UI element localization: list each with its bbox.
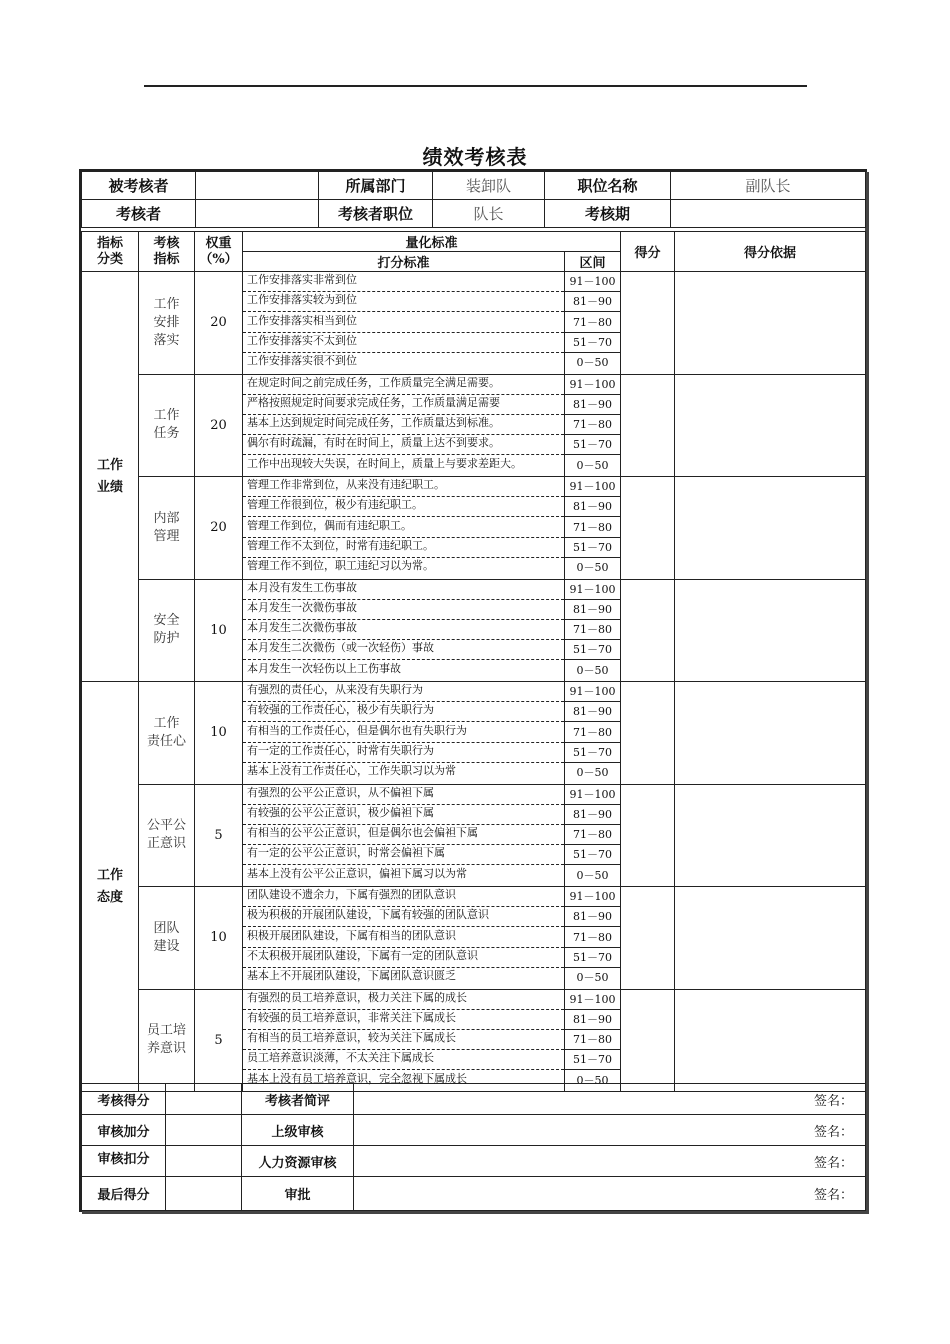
indicator-name — [139, 682, 195, 785]
bonus-label: 审核加分 — [82, 1115, 166, 1146]
standard-line: 有较强的工作责任心，极少有失职行为 — [243, 702, 564, 722]
indicator-name-line: 责任心 — [146, 733, 186, 749]
standard-line: 管理工作不太到位，时常有违纪职工。 — [243, 538, 564, 558]
indicator-weight: 10 — [195, 887, 243, 990]
range-label: 91－100 — [565, 990, 620, 1010]
range-label: 71－80 — [565, 825, 620, 845]
category-label-line: 工作 — [96, 867, 123, 883]
indicator-name-line: 工作 — [153, 296, 180, 312]
indicator-row — [82, 989, 866, 1092]
indicator-name-line: 任务 — [153, 426, 180, 442]
page-title: 绩效考核表 — [422, 145, 528, 169]
range-label: 51－70 — [565, 948, 620, 968]
range-label: 0－50 — [576, 561, 609, 575]
ranges-cell — [565, 784, 621, 887]
standard-line: 本月发生一次微伤事故 — [243, 600, 564, 620]
final-score-label: 最后得分 — [82, 1177, 166, 1211]
indicator-name-line: 管理 — [153, 528, 180, 544]
position-label: 职位名称 — [545, 172, 671, 200]
range-label: 81－90 — [565, 395, 620, 415]
standard-line: 严格按照规定时间要求完成任务，工作质量满足需要 — [243, 395, 564, 415]
standard-line: 有一定的工作责任心，时常有失职行为 — [243, 743, 564, 763]
total-score-field[interactable] — [166, 1084, 242, 1115]
standard-line: 有强烈的责任心，从来没有失职行为 — [243, 682, 564, 702]
indicator-name — [139, 579, 195, 682]
col-indicator-line2: 指标 — [153, 251, 180, 267]
assessor-comment-label: 考核者简评 — [242, 1084, 354, 1115]
standard-line: 有相当的公平公正意识，但是偶尔也会偏袒下属 — [243, 825, 564, 845]
col-category-header — [82, 232, 139, 272]
score-field[interactable] — [621, 682, 675, 785]
range-label: 0－50 — [576, 868, 609, 882]
standard-line: 极为积极的开展团队建设，下属有较强的团队意识 — [243, 907, 564, 927]
indicator-name-line: 落实 — [153, 332, 180, 348]
assessee-field[interactable] — [196, 172, 319, 200]
col-category-line2: 分类 — [96, 251, 123, 267]
range-label: 71－80 — [565, 723, 620, 743]
standard-line: 工作中出现较大失误，在时间上，质量上与要求差距大。 — [247, 456, 522, 470]
assessor-position-value[interactable]: 队长 — [433, 200, 545, 228]
range-label: 81－90 — [565, 497, 620, 517]
range-label: 0－50 — [576, 356, 609, 370]
standard-line: 本月发生二次微伤（或一次轻伤）事故 — [243, 640, 564, 660]
indicator-weight: 5 — [195, 784, 243, 887]
standard-line: 不太积极开展团队建设，下属有一定的团队意识 — [243, 948, 564, 968]
standards-cell — [243, 784, 565, 887]
range-label: 0－50 — [576, 458, 609, 472]
range-label: 51－70 — [565, 333, 620, 353]
indicator-row — [82, 477, 866, 580]
ranges-cell — [565, 887, 621, 990]
period-label: 考核期 — [545, 200, 671, 228]
department-value[interactable]: 装卸队 — [433, 172, 545, 200]
range-label: 51－70 — [565, 435, 620, 455]
range-label: 71－80 — [565, 620, 620, 640]
indicator-name-line: 公平公 — [146, 818, 186, 834]
indicator-weight: 20 — [195, 477, 243, 580]
indicator-name-line: 员工培 — [146, 1023, 186, 1039]
approval-label: 审批 — [242, 1177, 354, 1211]
category-label-line: 工作 — [96, 457, 123, 473]
score-basis-field[interactable] — [675, 682, 866, 785]
indicator-name-line: 安排 — [153, 314, 180, 330]
approval-signature[interactable]: 签名： — [354, 1177, 866, 1211]
range-label: 91－100 — [565, 785, 620, 805]
assessment-table — [81, 231, 866, 1092]
col-standard-header: 打分标准 — [243, 252, 565, 272]
score-basis-field[interactable] — [675, 784, 866, 887]
range-label: 71－80 — [565, 415, 620, 435]
range-label: 91－100 — [565, 272, 620, 292]
indicator-row — [82, 784, 866, 887]
standard-line: 有一定的公平公正意识，时常会偏袒下属 — [243, 845, 564, 865]
indicator-name-line: 建设 — [153, 938, 180, 954]
indicator-name-line: 工作 — [153, 408, 180, 424]
col-weight-header — [195, 232, 243, 272]
standard-line: 基本上没有员工培养意识，完全忽视下属成长 — [247, 1071, 467, 1085]
indicator-name-line: 正意识 — [146, 836, 186, 852]
range-label: 51－70 — [565, 1050, 620, 1070]
standard-line: 基本上没有工作责任心，工作失职习以为常 — [247, 764, 456, 778]
standards-cell — [243, 989, 565, 1092]
standard-line: 管理工作很到位，极少有违纪职工。 — [243, 497, 564, 517]
ranges-cell — [565, 579, 621, 682]
standard-line: 管理工作到位，偶而有违纪职工。 — [243, 518, 564, 538]
header-table — [81, 171, 866, 228]
standard-line: 有强烈的公平公正意识，从不偏袒下属 — [243, 785, 564, 805]
indicator-row — [82, 887, 866, 990]
assessor-label: 考核者 — [82, 200, 196, 228]
range-label: 0－50 — [576, 1073, 609, 1087]
deduction-label: 审核扣分 — [82, 1146, 166, 1177]
indicator-name-line: 工作 — [153, 715, 180, 731]
ranges-cell — [565, 989, 621, 1092]
score-field[interactable] — [621, 374, 675, 477]
indicator-name-line: 养意识 — [146, 1041, 186, 1057]
standard-line: 偶尔有时疏漏，有时在时间上，质量上达不到要求。 — [243, 435, 564, 455]
standard-line: 团队建设不遗余力，下属有强烈的团队意识 — [243, 887, 564, 907]
range-label: 91－100 — [565, 887, 620, 907]
range-label: 71－80 — [565, 313, 620, 333]
col-quant-header: 量化标准 — [243, 232, 621, 252]
standard-line: 有相当的员工培养意识，较为关注下属成长 — [243, 1030, 564, 1050]
standard-line: 有较强的公平公正意识，极少偏袒下属 — [243, 805, 564, 825]
standard-line: 工作安排落实较为到位 — [243, 292, 564, 312]
range-label: 51－70 — [565, 538, 620, 558]
ranges-cell — [565, 477, 621, 580]
top-rule — [144, 85, 807, 87]
standards-cell — [243, 579, 565, 682]
standard-line: 员工培养意识淡薄，不太关注下属成长 — [243, 1050, 564, 1070]
standard-line: 基本上不开展团队建设，下属团队意识匮乏 — [247, 969, 456, 983]
standard-line: 有较强的员工培养意识，非常关注下属成长 — [243, 1010, 564, 1030]
indicator-row — [82, 374, 866, 477]
indicator-name — [139, 477, 195, 580]
indicator-name-line: 安全 — [153, 613, 180, 629]
score-field[interactable] — [621, 579, 675, 682]
col-score-header: 得分 — [621, 232, 675, 272]
score-field[interactable] — [621, 784, 675, 887]
standard-line: 本月发生一次轻伤以上工伤事故 — [247, 661, 401, 675]
range-label: 81－90 — [565, 702, 620, 722]
range-label: 0－50 — [576, 766, 609, 780]
indicator-row — [82, 579, 866, 682]
standard-line: 管理工作不到位，职工违纪习以为常。 — [247, 559, 434, 573]
department-label: 所属部门 — [319, 172, 433, 200]
range-label: 91－100 — [565, 580, 620, 600]
standards-cell — [243, 682, 565, 785]
standard-line: 基本上没有公平公正意识，偏袒下属习以为常 — [247, 866, 467, 880]
standard-line: 有相当的工作责任心，但是偶尔也有失职行为 — [243, 723, 564, 743]
indicator-name — [139, 272, 195, 375]
period-field[interactable] — [671, 200, 866, 228]
col-weight-line1: 权重 — [205, 235, 232, 251]
range-label: 81－90 — [565, 907, 620, 927]
standard-line: 在规定时间之前完成任务，工作质量完全满足需要。 — [243, 375, 564, 395]
standard-line: 有强烈的员工培养意识，极力关注下属的成长 — [243, 990, 564, 1010]
deduction-field[interactable] — [166, 1146, 242, 1177]
indicator-name — [139, 887, 195, 990]
ranges-cell — [565, 272, 621, 375]
category-cell — [82, 682, 139, 1092]
range-label: 91－100 — [565, 682, 620, 702]
standard-line: 工作安排落实很不到位 — [247, 354, 357, 368]
position-value[interactable]: 副队长 — [671, 172, 866, 200]
col-category-line1: 指标 — [96, 235, 123, 251]
range-label: 81－90 — [565, 292, 620, 312]
indicator-name-line: 团队 — [153, 920, 180, 936]
indicator-weight: 20 — [195, 272, 243, 375]
assessee-label: 被考核者 — [82, 172, 196, 200]
indicator-name-line: 内部 — [153, 510, 180, 526]
range-label: 51－70 — [565, 845, 620, 865]
indicator-row — [82, 682, 866, 785]
standard-line: 管理工作非常到位，从来没有违纪职工。 — [243, 477, 564, 497]
range-label: 71－80 — [565, 518, 620, 538]
range-label: 71－80 — [565, 928, 620, 948]
standard-line: 工作安排落实不太到位 — [243, 333, 564, 353]
range-label: 81－90 — [565, 805, 620, 825]
indicator-name — [139, 989, 195, 1092]
range-label: 0－50 — [576, 971, 609, 985]
indicator-name — [139, 784, 195, 887]
col-basis-header: 得分依据 — [675, 232, 866, 272]
category-label-line: 态度 — [96, 889, 123, 905]
standards-cell — [243, 374, 565, 477]
ranges-cell — [565, 374, 621, 477]
indicator-weight: 10 — [195, 579, 243, 682]
bonus-field[interactable] — [166, 1115, 242, 1146]
hr-signature[interactable]: 签名： — [354, 1146, 866, 1177]
indicator-weight: 20 — [195, 374, 243, 477]
range-label: 91－100 — [565, 375, 620, 395]
footer-table — [81, 1083, 866, 1211]
assessor-field[interactable] — [196, 200, 319, 228]
score-field[interactable] — [621, 272, 675, 375]
standard-line: 本月没有发生工伤事故 — [243, 580, 564, 600]
score-field[interactable] — [621, 477, 675, 580]
range-label: 51－70 — [565, 640, 620, 660]
standard-line: 本月发生二次微伤事故 — [243, 620, 564, 640]
hr-review-label: 人力资源审核 — [242, 1146, 354, 1177]
score-basis-field[interactable] — [675, 272, 866, 375]
indicator-weight: 5 — [195, 989, 243, 1092]
standards-cell — [243, 477, 565, 580]
assessor-signature[interactable]: 签名： — [354, 1084, 866, 1115]
standard-line: 基本上达到规定时间完成任务，工作质量达到标准。 — [243, 415, 564, 435]
final-score-field[interactable] — [166, 1177, 242, 1211]
score-field[interactable] — [621, 887, 675, 990]
score-basis-field[interactable] — [675, 579, 866, 682]
assessor-position-label: 考核者职位 — [319, 200, 433, 228]
standards-cell — [243, 272, 565, 375]
indicator-name-line: 防护 — [153, 631, 180, 647]
total-score-label: 考核得分 — [82, 1084, 166, 1115]
col-indicator-header — [139, 232, 195, 272]
range-label: 91－100 — [565, 477, 620, 497]
ranges-cell — [565, 682, 621, 785]
score-basis-field[interactable] — [675, 887, 866, 990]
indicator-weight: 10 — [195, 682, 243, 785]
col-indicator-line1: 考核 — [153, 235, 180, 251]
range-label: 81－90 — [565, 1010, 620, 1030]
range-label: 81－90 — [565, 600, 620, 620]
standard-line: 积极开展团队建设，下属有相当的团队意识 — [243, 928, 564, 948]
score-basis-field[interactable] — [675, 989, 866, 1092]
range-label: 71－80 — [565, 1030, 620, 1050]
category-cell — [82, 272, 139, 682]
supervisor-review-label: 上级审核 — [242, 1115, 354, 1146]
score-field[interactable] — [621, 989, 675, 1092]
range-label: 0－50 — [576, 663, 609, 677]
col-range-header: 区间 — [565, 252, 621, 272]
range-label: 51－70 — [565, 743, 620, 763]
standard-line: 工作安排落实相当到位 — [243, 313, 564, 333]
category-label-line: 业绩 — [96, 479, 123, 495]
supervisor-signature[interactable]: 签名： — [354, 1115, 866, 1146]
indicator-name — [139, 374, 195, 477]
score-basis-field[interactable] — [675, 477, 866, 580]
standards-cell — [243, 887, 565, 990]
indicator-row — [82, 272, 866, 375]
score-basis-field[interactable] — [675, 374, 866, 477]
col-weight-line2: （%） — [199, 251, 238, 267]
standard-line: 工作安排落实非常到位 — [243, 272, 564, 292]
